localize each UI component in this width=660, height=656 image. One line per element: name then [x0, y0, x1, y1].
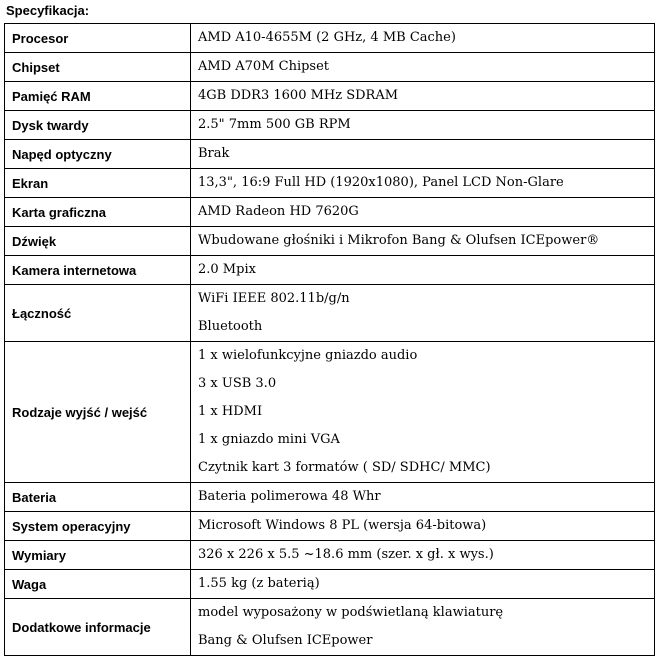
spec-value-line: Brak — [198, 146, 230, 161]
spec-label: Procesor — [5, 24, 191, 53]
spec-row — [5, 285, 655, 342]
spec-label: Dźwięk — [5, 227, 191, 256]
spec-value — [191, 599, 655, 656]
spec-label: Ekran — [5, 169, 191, 198]
spec-value-line: Bateria polimerowa 48 Whr — [198, 489, 381, 504]
spec-value — [191, 227, 655, 256]
spec-label: Kamera internetowa — [5, 256, 191, 285]
spec-label: Wymiary — [5, 541, 191, 570]
spec-row — [5, 512, 655, 541]
spec-label: Chipset — [5, 53, 191, 82]
spec-label: Bateria — [5, 483, 191, 512]
spec-value-line: 2.5" 7mm 500 GB RPM — [198, 117, 351, 132]
spec-value-line: 13,3", 16:9 Full HD (1920x1080), Panel LCD Non-Glare — [198, 175, 564, 190]
spec-value-line: Czytnik kart 3 formatów ( SD/ SDHC/ MMC) — [198, 460, 491, 475]
spec-title: Specyfikacja: — [6, 3, 90, 18]
spec-value-line: 1 x gniazdo mini VGA — [198, 432, 340, 447]
spec-label: Dysk twardy — [5, 111, 191, 140]
spec-value — [191, 24, 655, 53]
spec-value-line: AMD A70M Chipset — [198, 59, 330, 74]
spec-row — [5, 256, 655, 285]
spec-label: Dodatkowe informacje — [5, 599, 191, 656]
spec-row — [5, 227, 655, 256]
spec-label: Waga — [5, 570, 191, 599]
spec-value — [191, 169, 655, 198]
spec-value — [191, 82, 655, 111]
spec-row — [5, 169, 655, 198]
spec-row — [5, 599, 655, 656]
spec-row — [5, 570, 655, 599]
spec-row — [5, 82, 655, 111]
spec-row — [5, 24, 655, 53]
spec-value-line: Microsoft Windows 8 PL (wersja 64-bitowa) — [198, 518, 487, 533]
spec-value — [191, 483, 655, 512]
spec-value — [191, 53, 655, 82]
spec-row — [5, 111, 655, 140]
spec-value-line: model wyposażony w podświetlaną klawiaturę — [198, 605, 504, 620]
spec-value-line: Wbudowane głośniki i Mikrofon Bang & Olufsen ICEpower® — [198, 233, 600, 248]
spec-value — [191, 198, 655, 227]
spec-table — [4, 23, 655, 656]
spec-label: Napęd optyczny — [5, 140, 191, 169]
spec-value — [191, 570, 655, 599]
spec-value-line: 3 x USB 3.0 — [198, 376, 277, 391]
spec-row — [5, 198, 655, 227]
spec-label: Rodzaje wyjść / wejść — [5, 342, 191, 483]
spec-row — [5, 483, 655, 512]
spec-value-line: Bang & Olufsen ICEpower — [198, 633, 373, 648]
spec-row — [5, 53, 655, 82]
spec-value-line: AMD A10-4655M (2 GHz, 4 MB Cache) — [198, 30, 456, 45]
spec-value-line: 4GB DDR3 1600 MHz SDRAM — [198, 88, 399, 103]
spec-value-line: 1 x wielofunkcyjne gniazdo audio — [198, 348, 418, 363]
spec-value — [191, 541, 655, 570]
spec-label: System operacyjny — [5, 512, 191, 541]
spec-row — [5, 140, 655, 169]
spec-value — [191, 140, 655, 169]
spec-value-line: 1 x HDMI — [198, 404, 263, 419]
spec-label: Pamięć RAM — [5, 82, 191, 111]
spec-value-line: 1.55 kg (z baterią) — [198, 576, 320, 591]
spec-row — [5, 342, 655, 483]
spec-label: Łączność — [5, 285, 191, 342]
spec-value — [191, 256, 655, 285]
spec-table-body — [5, 24, 655, 656]
spec-label: Karta graficzna — [5, 198, 191, 227]
spec-value — [191, 111, 655, 140]
spec-row — [5, 541, 655, 570]
spec-value — [191, 512, 655, 541]
spec-value — [191, 285, 655, 342]
spec-value — [191, 342, 655, 483]
spec-value-line: WiFi IEEE 802.11b/g/n — [198, 291, 350, 306]
spec-value-line: 2.0 Mpix — [198, 262, 256, 277]
spec-value-line: 326 x 226 x 5.5 ~18.6 mm (szer. x gł. x wys.) — [198, 547, 494, 562]
spec-value-line: AMD Radeon HD 7620G — [198, 204, 359, 219]
spec-value-line: Bluetooth — [198, 319, 263, 334]
